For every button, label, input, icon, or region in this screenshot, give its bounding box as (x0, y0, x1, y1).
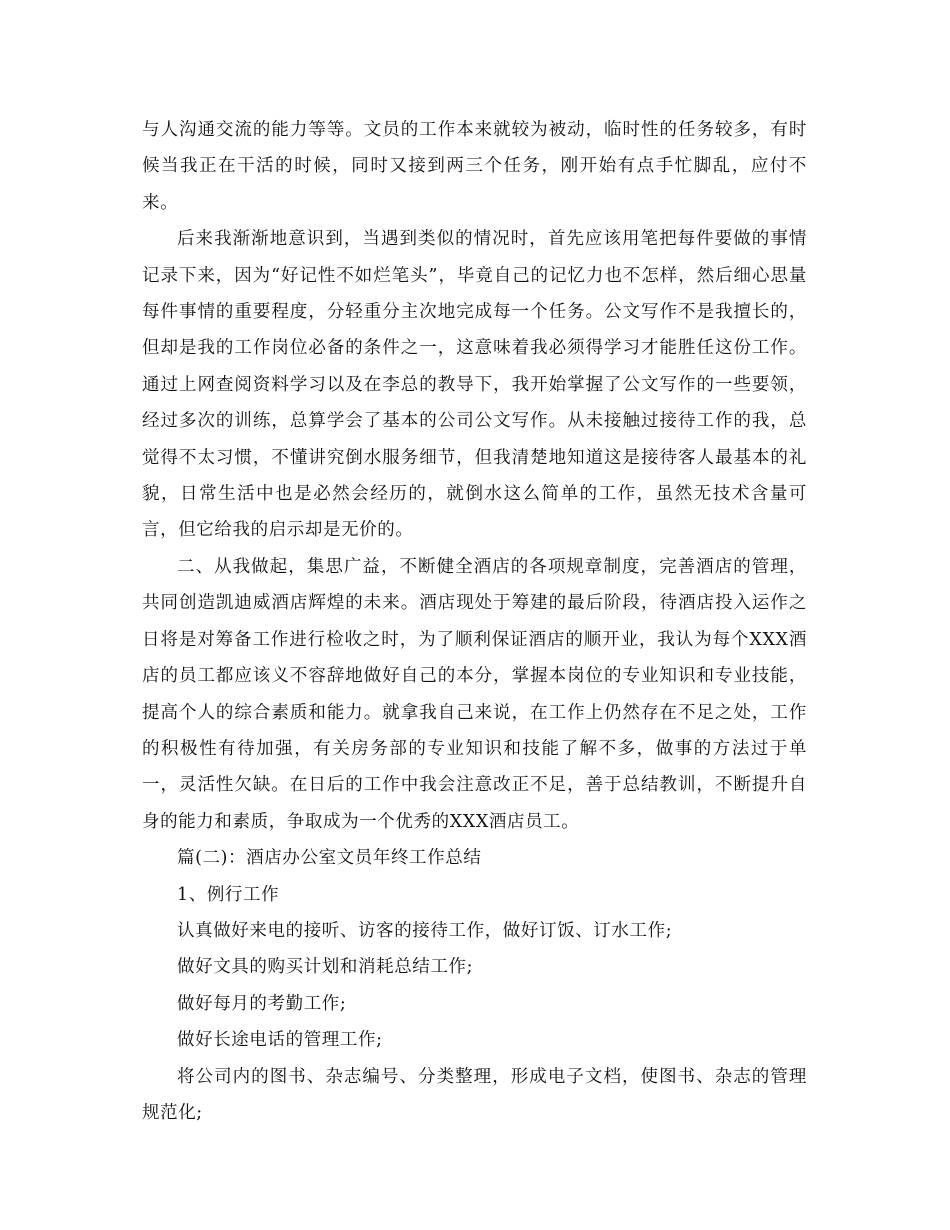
subsection-heading: 1、例行工作 (177, 884, 280, 905)
document-body (142, 112, 807, 1131)
list-item: 做好每月的考勤工作; (177, 993, 347, 1014)
section-heading: 篇(二)：酒店办公室文员年终工作总结 (177, 848, 482, 869)
list-item: 将公司内的图书、杂志编号、分类整理，形成电子文档，使图书、杂志的管理规范化; (142, 1066, 807, 1123)
paragraph-3: 二、从我做起，集思广益，不断健全酒店的各项规章制度，完善酒店的管理，共同创造凯迪威酒店辉煌的未来。酒店现处于筹建的最后阶段，待酒店投入运作之日将是对筹备工作进行检收之时，为了顺利保证酒店的顺开业，我认为每个XXX酒店的员工都应该义不容辞地做好自己的本分，掌握本岗位的专业知识和专业技能，提高个人的综合素质和能力。就拿我自己来说，在工作上仍然存在不足之处，工作的积极性有待加强，有关房务部的专业知识和技能了解不多，做事的方法过于单一，灵活性欠缺。在日后的工作中我会注意改正不足，善于总结教训，不断提升自身的能力和素质，争取成为一个优秀的XXX酒店员工。 (142, 556, 807, 832)
paragraph-1: 与人沟通交流的能力等等。文员的工作本来就较为被动，临时性的任务较多，有时候当我正在干活的时候，同时又接到两三个任务，刚开始有点手忙脚乱，应付不来。 (142, 120, 807, 213)
list-item: 做好长途电话的管理工作; (177, 1030, 383, 1051)
list-item: 做好文具的购买计划和消耗总结工作; (177, 957, 474, 978)
list-item: 认真做好来电的接听、访客的接待工作，做好订饭、订水工作; (177, 920, 673, 941)
paragraph-2: 后来我渐渐地意识到，当遇到类似的情况时，首先应该用笔把每件要做的事情记录下来，因为“好记性不如烂笔头”，毕竟自己的记忆力也不怎样，然后细心思量每件事情的重要程度，分轻重分主次地完成每一个任务。公文写作不是我擅长的，但却是我的工作岗位必备的条件之一，这意味着我必须得学习才能胜任这份工作。通过上网查阅资料学习以及在李总的教导下，我开始掌握了公文写作的一些要领，经过多次的训练，总算学会了基本的公司公文写作。从未接触过接待工作的我，总觉得不太习惯，不懂讲究倒水服务细节，但我清楚地知道这是接待客人最基本的礼貌，日常生活中也是必然会经历的，就倒水这么简单的工作，虽然无技术含量可言，但它给我的启示却是无价的。 (142, 229, 807, 541)
